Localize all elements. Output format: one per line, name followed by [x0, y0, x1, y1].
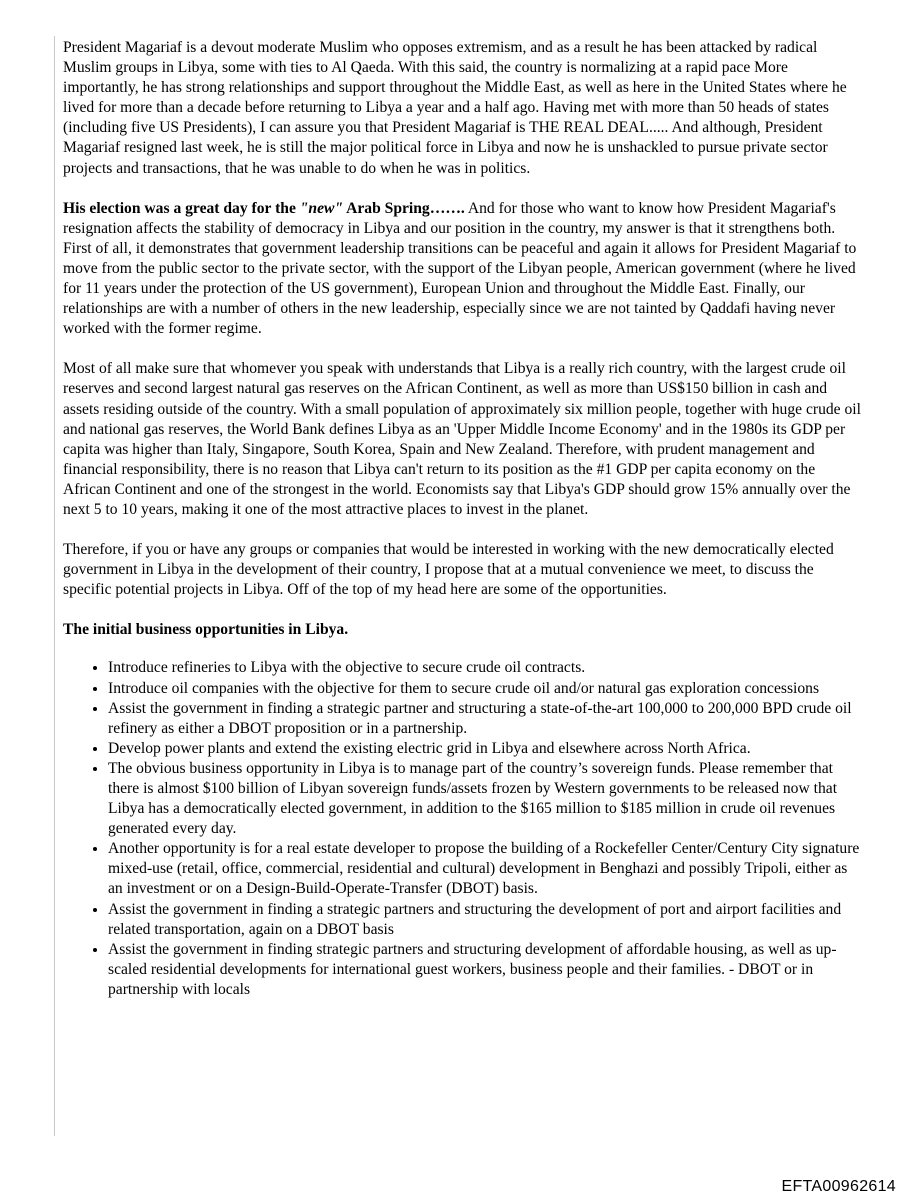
- document-id: EFTA00962614: [781, 1178, 896, 1195]
- list-item: • Assist the government in finding strategic partners and structuring development of affordable housing, as well as up-scaled residential developments for international guest workers, business people and their families. - DBOT or in partnership with locals: [108, 940, 863, 1000]
- list-item: • Assist the government in finding a strategic partners and structuring the development of port and airport facilities and related transportation, again on a DBOT basis: [108, 900, 863, 940]
- list-item: • Another opportunity is for a real estate developer to propose the building of a Rockefeller Center/Century City signature mixed-use (retail, office, commercial, residential and cultural) development in Benghazi and possibly Tripoli, either as an investment or on a Design-Build-Operate-Transfer (DBOT) basis.: [108, 839, 863, 899]
- list-item: • Assist the government in finding a strategic partner and structuring a state-of-the-art 100,000 to 200,000 BPD crude oil refinery as either a DBOT proposition or in a partnership.: [108, 699, 863, 739]
- opportunities-list: [63, 658, 863, 1000]
- paragraph-2-lead: [63, 200, 465, 217]
- list-item: • Develop power plants and extend the existing electric grid in Libya and elsewhere across North Africa.: [108, 739, 863, 759]
- paragraph-2: [63, 199, 863, 340]
- list-item: • The obvious business opportunity in Libya is to manage part of the country’s sovereign funds. Please remember that there is almost $100 billion of Libyan sovereign funds/assets frozen by Western governments to be released now that Libya has a democratically elected government, in addition to the $165 million to $185 million in crude oil revenues generated every day.: [108, 759, 863, 839]
- left-margin-rule: [54, 36, 55, 1136]
- paragraph-1: President Magariaf is a devout moderate Muslim who opposes extremism, and as a result he has been attacked by radical Muslim groups in Libya, some with ties to Al Qaeda. With this said, the country is normalizing at a rapid pace More importantly, he has strong relationships and support throughout the Middle East, as well as here in the United States where he lived for more than a decade before returning to Libya a year and a half ago. Having met with more than 50 heads of states (including five US Presidents), I can assure you that President Magariaf is THE REAL DEAL..... And although, President Magariaf resigned last week, he is still the major political force in Libya and now he is unshackled to pursue private sector projects and transactions, that he was unable to do when he was in politics.: [63, 39, 847, 177]
- list-item: • Introduce oil companies with the objective for them to secure crude oil and/or natural gas exploration concessions: [108, 679, 863, 699]
- paragraph-3: Most of all make sure that whomever you speak with understands that Libya is a really rich country, with the largest crude oil reserves and second largest natural gas reserves on the African Continent, as well as more than US$150 billion in cash and assets residing outside of the country. With a small population of approximately six million people, together with huge crude oil and national gas reserves, the World Bank defines Libya as an 'Upper Middle Income Economy' and in the 1980s its GDP per capita was higher than Italy, Singapore, South Korea, Spain and New Zealand. Therefore, with prudent management and financial responsibility, there is no reason that Libya can't return to its position as the #1 GDP per capita economy on the African Continent and one of the strongest in the world. Economists say that Libya's GDP should grow 15% annually over the next 5 to 10 years, making it one of the most attractive places to invest in the planet.: [63, 360, 861, 518]
- section-heading-text: The initial business opportunities in Libya.: [63, 621, 349, 639]
- paragraph-2-lead-start: His election was a great day for the: [63, 199, 300, 217]
- document-body: [63, 38, 863, 1000]
- list-item: • Introduce refineries to Libya with the objective to secure crude oil contracts.: [108, 658, 863, 678]
- paragraph-2-lead-italic: "new": [299, 199, 344, 217]
- paragraph-4: Therefore, if you or have any groups or companies that would be interested in working with the new democratically elected government in Libya in the development of their country, I propose that at a mutual convenience we meet, to discuss the specific potential projects in Libya. Off of the top of my head here are some of the opportunities.: [63, 541, 834, 599]
- paragraph-2-lead-end: Arab Spring…….: [343, 199, 465, 217]
- paragraph-2-body: And for those who want to know how President Magariaf's resignation affects the stability of democracy in Libya and our position in the country, my answer is that it strengthens both. First of all, it demonstrates that government leadership transitions can be peaceful and again it allows for President Magariaf to move from the public sector to the private sector, with the support of the Libyan people, American government (where he lived for 11 years under the protection of the US government), European Union and throughout the Middle East. Finally, our relationships are with a number of others in the new leadership, especially since we are not tainted by Qaddafi having never worked with the former regime.: [63, 199, 857, 338]
- section-heading: [63, 620, 863, 640]
